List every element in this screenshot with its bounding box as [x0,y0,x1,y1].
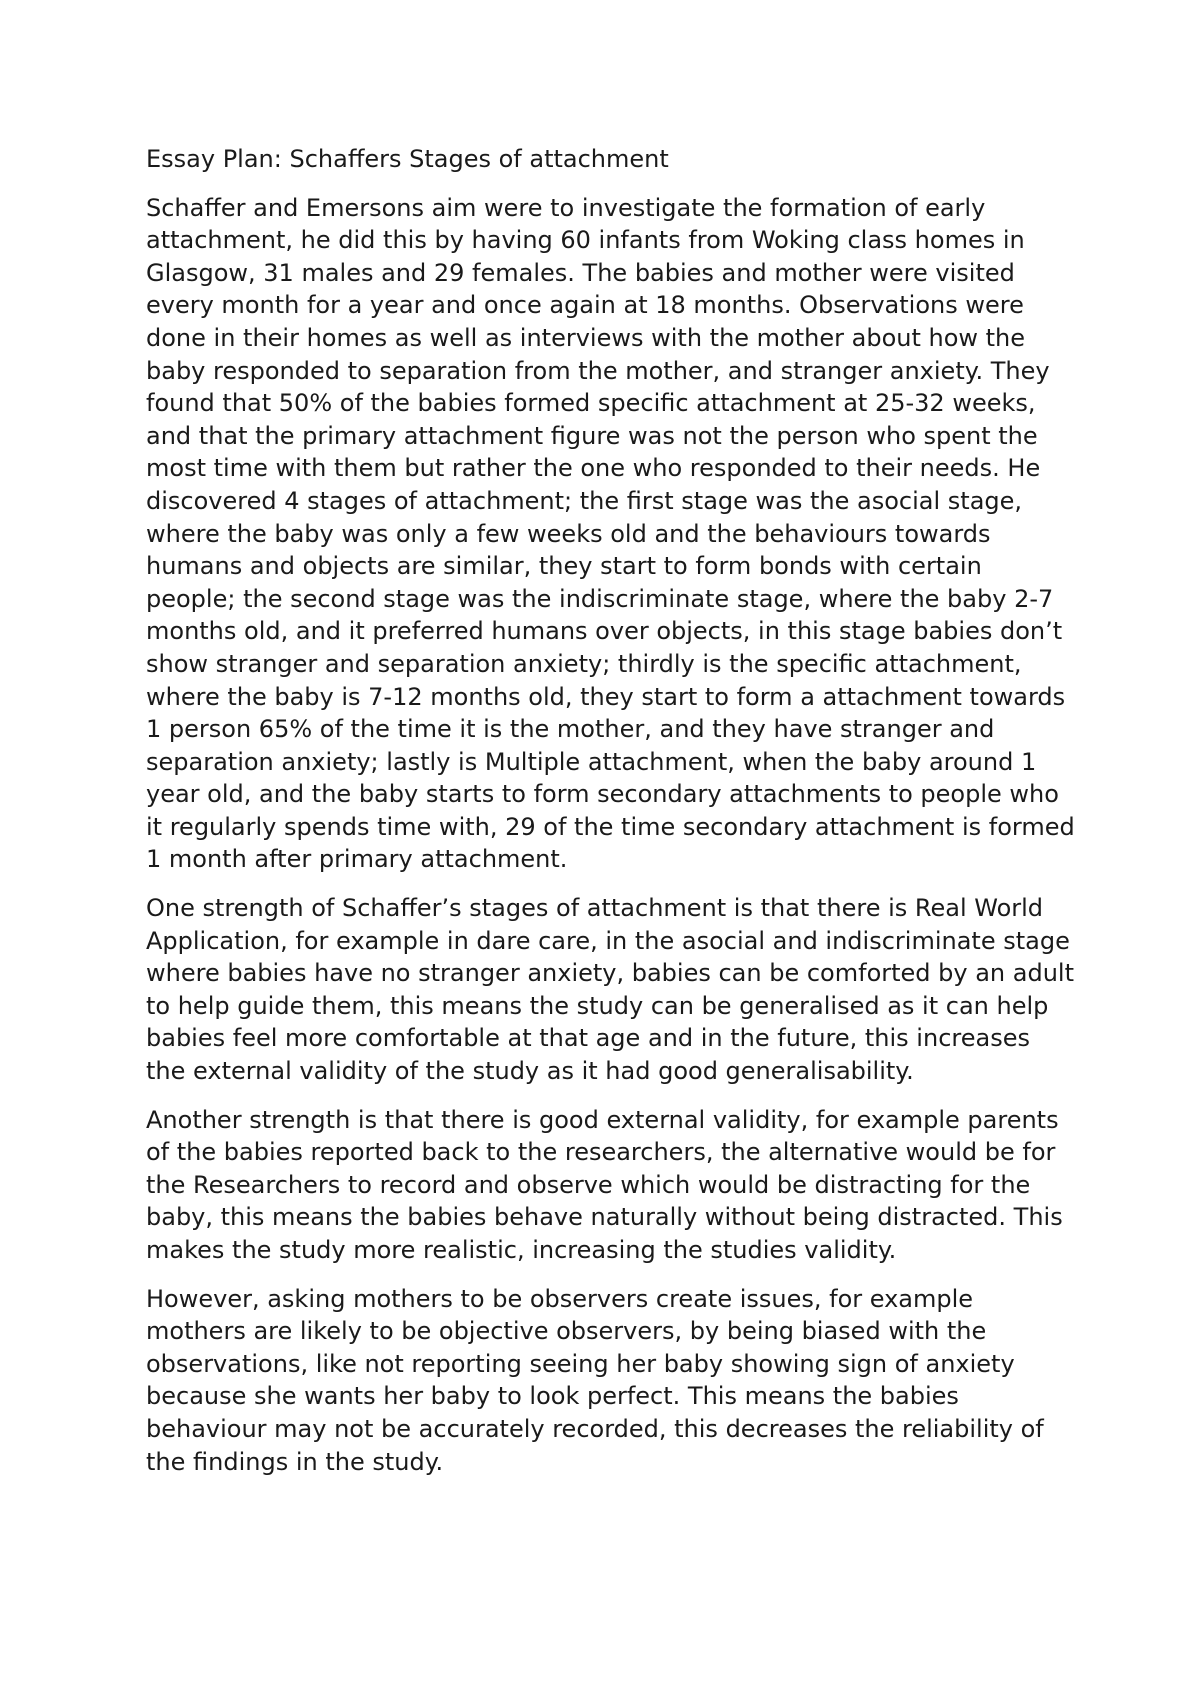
document-title: Essay Plan: Schaffers Stages of attachment [146,145,669,173]
paragraph-strength-real-world: One strength of Schaffer’s stages of attachment is that there is Real World Application, for example in dare care, in the asocial and indiscriminate stage where babies have no stranger anxiety, babies can be comforted by an adult to help guide them, this means the study can be generalised as it can help babies feel more comfortable at that age and in the future, this increases the external validity of the study as it had good generalisability. [146,894,1074,1086]
paragraph-study-summary: Schaffer and Emersons aim were to investigate the formation of early attachment, he did this by having 60 infants from Woking class homes in Glasgow, 31 males and 29 females. The babies and mother were visited every month for a year and once again at 18 months. Observations were done in their homes as well as interviews with the mother about how the baby responded to separation from the mother, and stranger anxiety. They found that 50% of the babies formed specific attachment at 25-32 weeks, and that the primary attachment figure was not the person who spent the most time with them but rather the one who responded to their needs. He discovered 4 stages of attachment; the first stage was the asocial stage, where the baby was only a few weeks old and the behaviours towards humans and objects are similar, they start to form bonds with certain people; the second stage was the indiscriminate stage, where the baby 2-7 months old, and it preferred humans over objects, in this stage babies don’t show stranger and separation anxiety; thirdly is the specific attachment, where the baby is 7-12 months old, they start to form a attachment towards 1 person 65% of the time it is the mother, and they have stranger and separation anxiety; lastly is Multiple attachment, when the baby around 1 year old, and the baby starts to form secondary attachments to people who it regularly spends time with, 29 of the time secondary attachment is formed 1 month after primary attachment. [146,193,1075,874]
paragraph-weakness-observers: However, asking mothers to be observers create issues, for example mothers are likely to be objective observers, by being biased with the observations, like not reporting seeing her baby showing sign of anxiety because she wants her baby to look perfect. This means the babies behaviour may not be accurately recorded, this decreases the reliability of the findings in the study. [146,1284,1044,1476]
paragraph-strength-validity: Another strength is that there is good external validity, for example parents of the babies reported back to the researchers, the alternative would be for the Researchers to record and observe which would be distracting for the baby, this means the babies behave naturally without being distracted. This makes the study more realistic, increasing the studies validity. [146,1105,1063,1264]
document-body [146,143,1076,1494]
